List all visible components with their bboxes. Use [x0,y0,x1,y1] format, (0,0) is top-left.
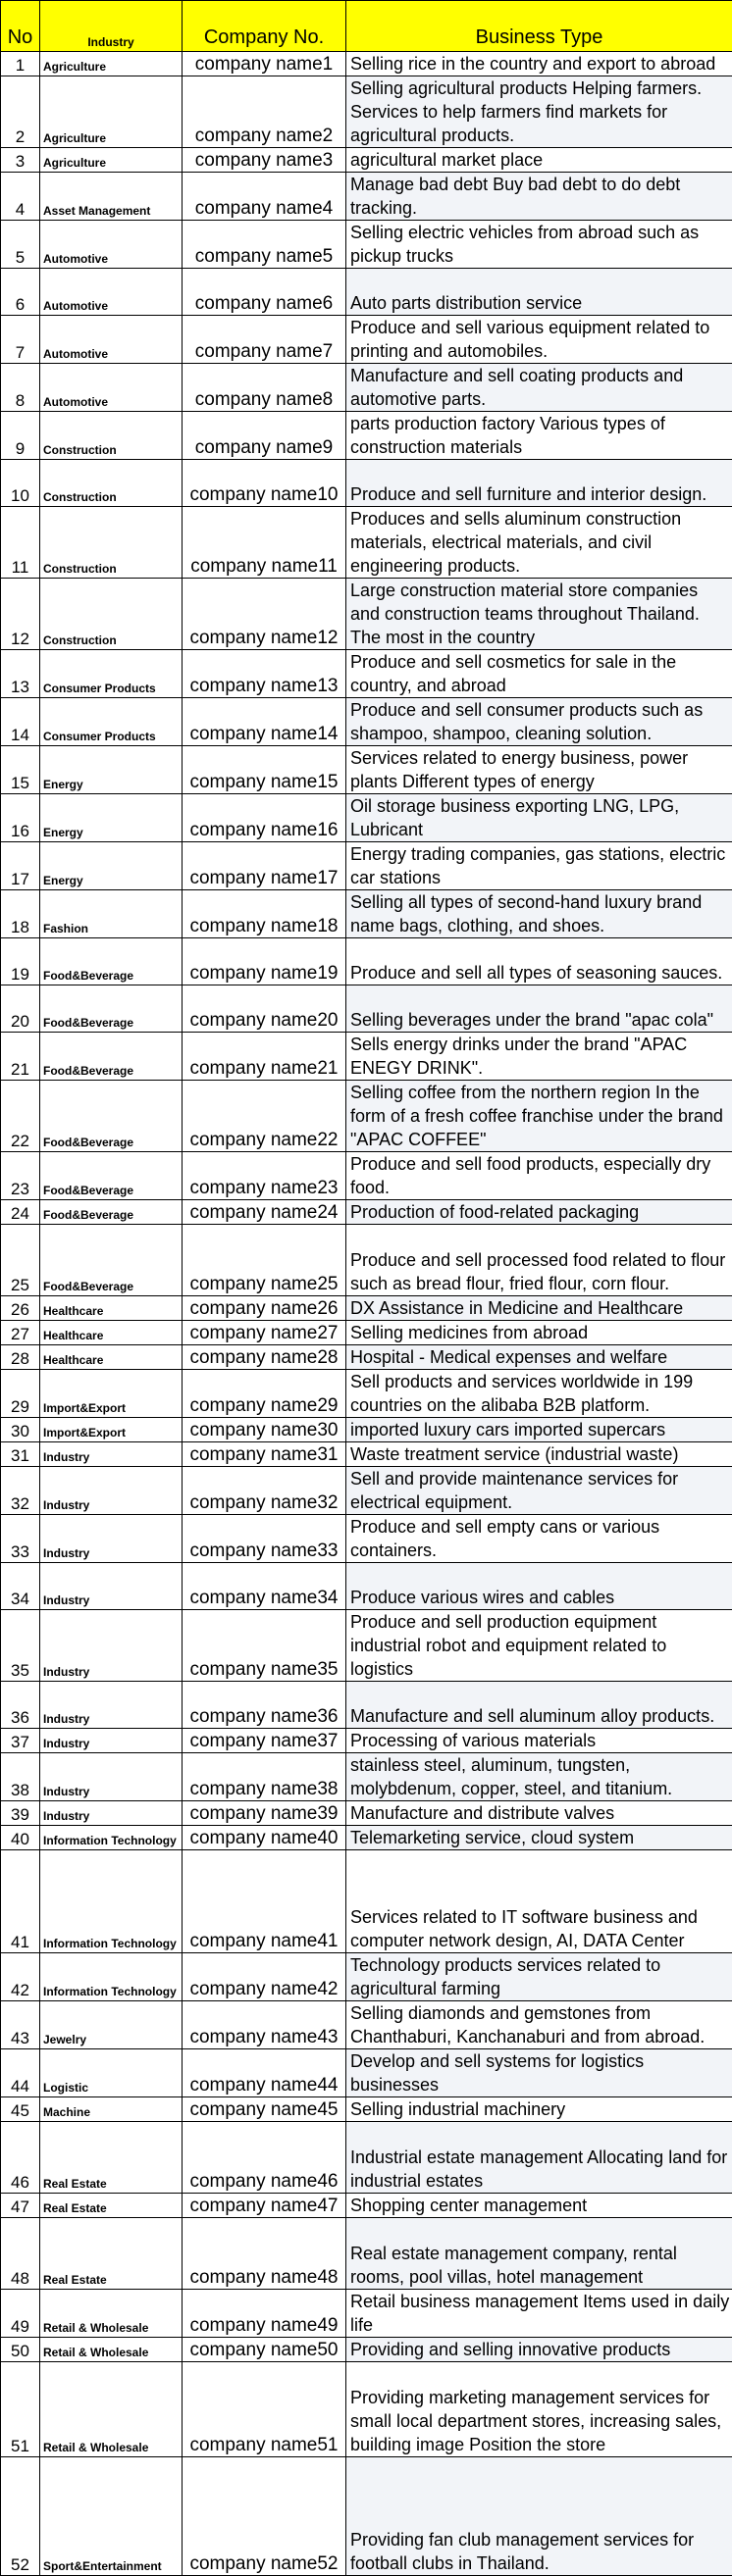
cell-business-type: Develop and sell systems for logistics businesses [346,2049,732,2097]
cell-industry: Food&Beverage [40,1152,183,1200]
cell-no: 50 [1,2338,40,2362]
cell-business-type: Produce and sell consumer products such as shampoo, shampoo, cleaning solution. [346,698,732,746]
cell-company-name: company name25 [183,1225,346,1296]
cell-company-name: company name44 [183,2049,346,2097]
cell-industry: Agriculture [40,52,183,76]
cell-business-type: Manage bad debt Buy bad debt to do debt tracking. [346,173,732,221]
cell-industry: Retail & Wholesale [40,2290,183,2338]
cell-business-type: Large construction material store companies and construction teams throughout Thailand. The most in the country [346,579,732,650]
cell-company-name: company name21 [183,1033,346,1081]
header-no: No [1,1,40,52]
cell-industry: Consumer Products [40,698,183,746]
cell-industry: Industry [40,1515,183,1563]
cell-company-name: company name50 [183,2338,346,2362]
table-row [1,698,732,746]
cell-company-name: company name34 [183,1563,346,1610]
cell-no: 20 [1,985,40,1033]
cell-no: 28 [1,1345,40,1370]
table-row [1,1850,732,1953]
cell-no: 5 [1,221,40,269]
table-row [1,221,732,269]
cell-no: 27 [1,1321,40,1345]
cell-business-type: imported luxury cars imported supercars [346,1418,732,1442]
cell-no: 8 [1,364,40,412]
cell-no: 40 [1,1826,40,1850]
cell-business-type: Industrial estate management Allocating land for industrial estates [346,2122,732,2194]
table-body [1,52,732,2576]
cell-no: 12 [1,579,40,650]
cell-business-type: Selling medicines from abroad [346,1321,732,1345]
cell-no: 25 [1,1225,40,1296]
cell-industry: Fashion [40,890,183,938]
cell-no: 41 [1,1850,40,1953]
cell-business-type: stainless steel, aluminum, tungsten, molybdenum, copper, steel, and titanium. [346,1753,732,1801]
cell-industry: Real Estate [40,2194,183,2218]
cell-business-type: Produce and sell production equipment industrial robot and equipment related to logistics [346,1610,732,1682]
cell-industry: Import&Export [40,1370,183,1418]
cell-no: 23 [1,1152,40,1200]
table-row [1,412,732,460]
cell-company-name: company name46 [183,2122,346,2194]
cell-business-type: Produce various wires and cables [346,1563,732,1610]
cell-industry: Automotive [40,316,183,364]
cell-business-type: Services related to IT software business and computer network design, AI, DATA Center [346,1850,732,1953]
cell-company-name: company name5 [183,221,346,269]
table-row [1,1467,732,1515]
cell-industry: Food&Beverage [40,1200,183,1225]
table-row [1,1321,732,1345]
cell-business-type: Retail business management Items used in daily life [346,2290,732,2338]
cell-no: 45 [1,2097,40,2122]
table-row [1,507,732,579]
cell-industry: Logistic [40,2049,183,2097]
cell-company-name: company name33 [183,1515,346,1563]
table-row [1,1953,732,2001]
cell-no: 26 [1,1296,40,1321]
cell-company-name: company name8 [183,364,346,412]
cell-business-type: Waste treatment service (industrial waste) [346,1442,732,1467]
cell-industry: Industry [40,1729,183,1753]
table-row [1,579,732,650]
cell-company-name: company name51 [183,2362,346,2457]
cell-company-name: company name52 [183,2457,346,2576]
header-industry: Industry [40,1,183,52]
cell-no: 42 [1,1953,40,2001]
cell-business-type: Selling agricultural products Helping farmers. Services to help farmers find markets for agricultural products. [346,76,732,148]
cell-business-type: Manufacture and sell coating products and automotive parts. [346,364,732,412]
cell-no: 49 [1,2290,40,2338]
cell-company-name: company name9 [183,412,346,460]
cell-industry: Energy [40,842,183,890]
cell-business-type: Processing of various materials [346,1729,732,1753]
table-row [1,650,732,698]
table-row [1,2338,732,2362]
cell-industry: Asset Management [40,173,183,221]
cell-company-name: company name41 [183,1850,346,1953]
cell-industry: Construction [40,579,183,650]
cell-no: 44 [1,2049,40,2097]
cell-no: 3 [1,148,40,173]
table-row [1,1515,732,1563]
cell-industry: Industry [40,1801,183,1826]
table-row [1,985,732,1033]
cell-no: 14 [1,698,40,746]
cell-industry: Jewelry [40,2001,183,2049]
cell-no: 1 [1,52,40,76]
table-row [1,173,732,221]
cell-industry: Automotive [40,221,183,269]
cell-no: 51 [1,2362,40,2457]
cell-company-name: company name42 [183,1953,346,2001]
table-row [1,364,732,412]
cell-business-type: Produce and sell all types of seasoning sauces. [346,938,732,985]
cell-business-type: Production of food-related packaging [346,1200,732,1225]
cell-business-type: Providing marketing management services for small local department stores, increasing sales, building image Position the store [346,2362,732,2457]
cell-business-type: Telemarketing service, cloud system [346,1826,732,1850]
cell-no: 47 [1,2194,40,2218]
cell-company-name: company name14 [183,698,346,746]
cell-no: 18 [1,890,40,938]
cell-no: 29 [1,1370,40,1418]
cell-no: 33 [1,1515,40,1563]
cell-industry: Import&Export [40,1418,183,1442]
table-row [1,1826,732,1850]
cell-no: 36 [1,1682,40,1729]
cell-industry: Information Technology [40,1953,183,2001]
table-row [1,2218,732,2290]
cell-company-name: company name29 [183,1370,346,1418]
table-row [1,1801,732,1826]
cell-company-name: company name12 [183,579,346,650]
cell-business-type: Selling industrial machinery [346,2097,732,2122]
cell-industry: Construction [40,507,183,579]
table-row [1,2097,732,2122]
cell-company-name: company name26 [183,1296,346,1321]
cell-business-type: DX Assistance in Medicine and Healthcare [346,1296,732,1321]
cell-company-name: company name35 [183,1610,346,1682]
cell-business-type: Produces and sells aluminum construction materials, electrical materials, and civil engineering products. [346,507,732,579]
cell-company-name: company name23 [183,1152,346,1200]
cell-no: 43 [1,2001,40,2049]
cell-no: 17 [1,842,40,890]
table-row [1,1081,732,1152]
cell-company-name: company name28 [183,1345,346,1370]
cell-business-type: Sell products and services worldwide in 199 countries on the alibaba B2B platform. [346,1370,732,1418]
cell-business-type: Shopping center management [346,2194,732,2218]
table-row [1,1033,732,1081]
cell-business-type: Produce and sell processed food related to flour such as bread flour, fried flour, corn flour. [346,1225,732,1296]
cell-company-name: company name2 [183,76,346,148]
cell-company-name: company name17 [183,842,346,890]
table-row [1,1563,732,1610]
cell-business-type: Real estate management company, rental rooms, pool villas, hotel management [346,2218,732,2290]
cell-business-type: Produce and sell furniture and interior design. [346,460,732,507]
table-row [1,2049,732,2097]
cell-business-type: Produce and sell various equipment related to printing and automobiles. [346,316,732,364]
table-row [1,2001,732,2049]
cell-no: 34 [1,1563,40,1610]
table-row [1,148,732,173]
cell-business-type: Manufacture and distribute valves [346,1801,732,1826]
cell-business-type: Selling rice in the country and export to abroad [346,52,732,76]
cell-industry: Food&Beverage [40,938,183,985]
cell-no: 39 [1,1801,40,1826]
cell-no: 52 [1,2457,40,2576]
cell-industry: Healthcare [40,1321,183,1345]
cell-business-type: Providing fan club management services for football clubs in Thailand. [346,2457,732,2576]
cell-business-type: Produce and sell food products, especially dry food. [346,1152,732,1200]
cell-no: 38 [1,1753,40,1801]
table-row [1,794,732,842]
table-row [1,1152,732,1200]
cell-no: 37 [1,1729,40,1753]
cell-industry: Consumer Products [40,650,183,698]
cell-no: 31 [1,1442,40,1467]
cell-company-name: company name37 [183,1729,346,1753]
cell-business-type: Selling coffee from the northern region In the form of a fresh coffee franchise under the brand "APAC COFFEE" [346,1081,732,1152]
cell-no: 35 [1,1610,40,1682]
cell-industry: Retail & Wholesale [40,2338,183,2362]
cell-industry: Sport&Entertainment [40,2457,183,2576]
header-company: Company No. [183,1,346,52]
cell-company-name: company name38 [183,1753,346,1801]
table-row [1,842,732,890]
cell-business-type: Produce and sell empty cans or various containers. [346,1515,732,1563]
cell-industry: Information Technology [40,1826,183,1850]
table-row [1,52,732,76]
cell-no: 22 [1,1081,40,1152]
cell-industry: Machine [40,2097,183,2122]
cell-company-name: company name22 [183,1081,346,1152]
cell-company-name: company name43 [183,2001,346,2049]
cell-business-type: Selling beverages under the brand "apac cola" [346,985,732,1033]
cell-industry: Healthcare [40,1296,183,1321]
cell-company-name: company name31 [183,1442,346,1467]
cell-industry: Energy [40,746,183,794]
cell-company-name: company name32 [183,1467,346,1515]
cell-no: 6 [1,269,40,316]
cell-company-name: company name4 [183,173,346,221]
cell-industry: Industry [40,1610,183,1682]
cell-business-type: Manufacture and sell aluminum alloy products. [346,1682,732,1729]
cell-no: 7 [1,316,40,364]
cell-no: 4 [1,173,40,221]
cell-no: 21 [1,1033,40,1081]
cell-industry: Agriculture [40,76,183,148]
cell-business-type: Energy trading companies, gas stations, electric car stations [346,842,732,890]
table-row [1,746,732,794]
cell-business-type: Selling all types of second-hand luxury brand name bags, clothing, and shoes. [346,890,732,938]
cell-industry: Energy [40,794,183,842]
table-row [1,2290,732,2338]
cell-company-name: company name10 [183,460,346,507]
cell-company-name: company name3 [183,148,346,173]
cell-business-type: parts production factory Various types of construction materials [346,412,732,460]
table-row [1,2122,732,2194]
cell-industry: Real Estate [40,2218,183,2290]
cell-business-type: Technology products services related to agricultural farming [346,1953,732,2001]
table-row [1,890,732,938]
table-row [1,76,732,148]
cell-business-type: Produce and sell cosmetics for sale in the country, and abroad [346,650,732,698]
table-row [1,316,732,364]
cell-company-name: company name13 [183,650,346,698]
cell-industry: Automotive [40,364,183,412]
table-row [1,1296,732,1321]
table-row [1,1370,732,1418]
cell-no: 13 [1,650,40,698]
cell-company-name: company name18 [183,890,346,938]
cell-industry: Food&Beverage [40,1225,183,1296]
cell-industry: Construction [40,412,183,460]
cell-business-type: Selling electric vehicles from abroad such as pickup trucks [346,221,732,269]
cell-no: 46 [1,2122,40,2194]
table-row [1,938,732,985]
cell-industry: Agriculture [40,148,183,173]
table-row [1,460,732,507]
cell-business-type: Oil storage business exporting LNG, LPG, Lubricant [346,794,732,842]
cell-company-name: company name45 [183,2097,346,2122]
cell-no: 32 [1,1467,40,1515]
cell-industry: Industry [40,1682,183,1729]
cell-company-name: company name20 [183,985,346,1033]
header-business-type: Business Type [346,1,732,52]
cell-business-type: Sells energy drinks under the brand "APAC ENEGY DRINK". [346,1033,732,1081]
table-row [1,1345,732,1370]
cell-company-name: company name27 [183,1321,346,1345]
cell-no: 2 [1,76,40,148]
cell-no: 30 [1,1418,40,1442]
cell-industry: Food&Beverage [40,1033,183,1081]
cell-company-name: company name30 [183,1418,346,1442]
cell-company-name: company name19 [183,938,346,985]
cell-no: 24 [1,1200,40,1225]
cell-industry: Retail & Wholesale [40,2362,183,2457]
cell-company-name: company name6 [183,269,346,316]
cell-company-name: company name1 [183,52,346,76]
cell-no: 15 [1,746,40,794]
cell-business-type: agricultural market place [346,148,732,173]
table-row [1,1225,732,1296]
cell-industry: Food&Beverage [40,985,183,1033]
cell-company-name: company name39 [183,1801,346,1826]
table-row [1,2457,732,2576]
table-header [1,1,732,52]
table-row [1,1200,732,1225]
cell-industry: Information Technology [40,1850,183,1953]
cell-company-name: company name47 [183,2194,346,2218]
cell-company-name: company name49 [183,2290,346,2338]
cell-business-type: Sell and provide maintenance services for electrical equipment. [346,1467,732,1515]
cell-no: 9 [1,412,40,460]
cell-industry: Automotive [40,269,183,316]
table-row [1,269,732,316]
cell-no: 19 [1,938,40,985]
table-row [1,2362,732,2457]
cell-business-type: Providing and selling innovative products [346,2338,732,2362]
cell-company-name: company name7 [183,316,346,364]
cell-company-name: company name40 [183,1826,346,1850]
cell-industry: Food&Beverage [40,1081,183,1152]
cell-company-name: company name36 [183,1682,346,1729]
cell-company-name: company name15 [183,746,346,794]
table-row [1,1442,732,1467]
cell-business-type: Selling diamonds and gemstones from Chanthaburi, Kanchanaburi and from abroad. [346,2001,732,2049]
cell-business-type: Hospital - Medical expenses and welfare [346,1345,732,1370]
table-row [1,1729,732,1753]
cell-industry: Real Estate [40,2122,183,2194]
cell-industry: Construction [40,460,183,507]
header-row [1,1,732,52]
cell-no: 10 [1,460,40,507]
cell-no: 11 [1,507,40,579]
cell-no: 16 [1,794,40,842]
cell-industry: Industry [40,1563,183,1610]
cell-industry: Industry [40,1753,183,1801]
cell-company-name: company name24 [183,1200,346,1225]
table-row [1,1682,732,1729]
cell-no: 48 [1,2218,40,2290]
cell-industry: Healthcare [40,1345,183,1370]
cell-industry: Industry [40,1467,183,1515]
table-row [1,1753,732,1801]
cell-company-name: company name48 [183,2218,346,2290]
cell-industry: Industry [40,1442,183,1467]
cell-company-name: company name11 [183,507,346,579]
table-row [1,1610,732,1682]
table-row [1,1418,732,1442]
cell-company-name: company name16 [183,794,346,842]
cell-business-type: Services related to energy business, power plants Different types of energy [346,746,732,794]
cell-business-type: Auto parts distribution service [346,269,732,316]
table-row [1,2194,732,2218]
